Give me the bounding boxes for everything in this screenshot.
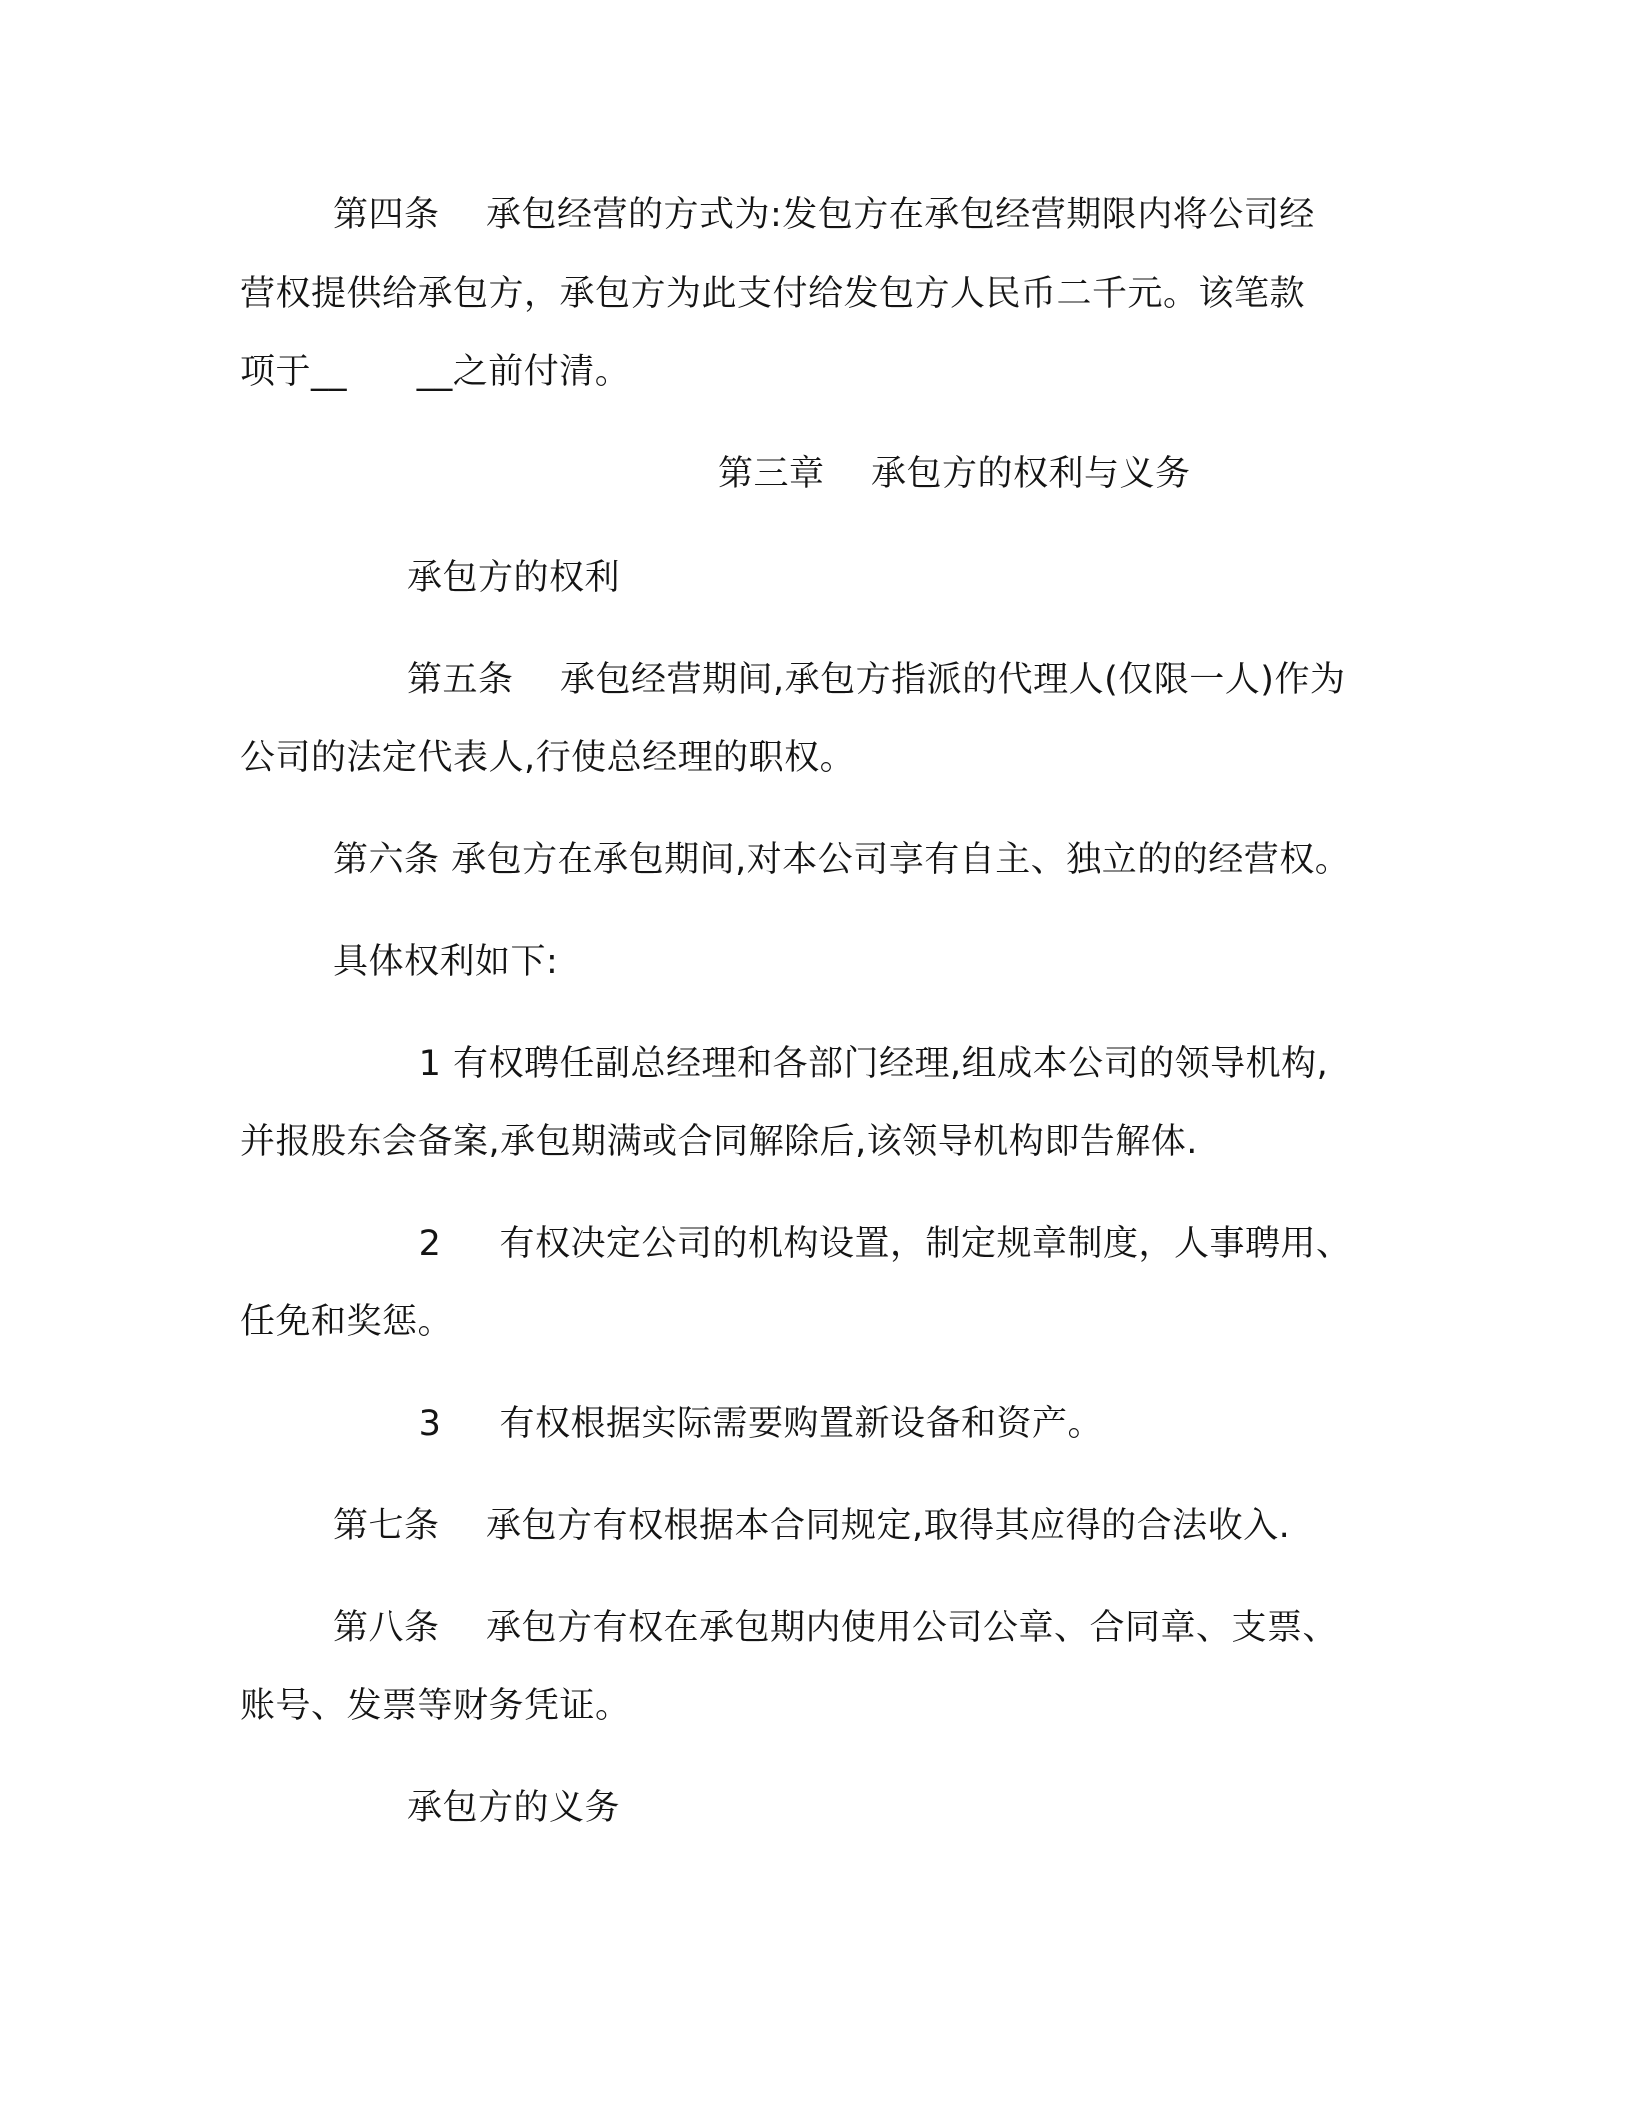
article-4-line-2: 营权提供给承包方，承包方为此支付给发包方人民币二千元。该笔款 <box>240 274 1306 314</box>
duties-heading: 承包方的义务 <box>407 1788 621 1828</box>
article-7: 第七条 承包方有权根据本合同规定,取得其应得的合法收入. <box>333 1506 1291 1546</box>
article-4-line-3: 项于__ __之前付清。 <box>240 352 631 392</box>
rights-heading: 承包方的权利 <box>407 558 621 598</box>
article-5-line-2: 公司的法定代表人,行使总经理的职权。 <box>240 738 856 778</box>
rights-intro: 具体权利如下: <box>333 942 559 982</box>
rights-item-2-line-1: 2 有权决定公司的机构设置，制定规章制度，人事聘用、 <box>407 1224 1352 1264</box>
rights-item-3: 3 有权根据实际需要购置新设备和资产。 <box>407 1404 1104 1444</box>
chapter-3-heading: 第三章 承包方的权利与义务 <box>718 454 1191 494</box>
rights-item-1-line-2: 并报股东会备案,承包期满或合同解除后,该领导机构即告解体. <box>240 1122 1198 1162</box>
rights-item-2-line-2: 任免和奖惩。 <box>240 1302 454 1342</box>
article-4-line-1: 第四条 承包经营的方式为:发包方在承包经营期限内将公司经 <box>333 195 1315 235</box>
rights-item-1-line-1: 1 有权聘任副总经理和各部门经理,组成本公司的领导机构, <box>407 1044 1329 1084</box>
article-5-line-1: 第五条 承包经营期间,承包方指派的代理人(仅限一人)作为 <box>407 660 1346 700</box>
article-6: 第六条 承包方在承包期间,对本公司享有自主、独立的的经营权。 <box>333 840 1351 880</box>
article-8-line-2: 账号、发票等财务凭证。 <box>240 1686 631 1726</box>
article-8-line-1: 第八条 承包方有权在承包期内使用公司公章、合同章、支票、 <box>333 1608 1339 1648</box>
